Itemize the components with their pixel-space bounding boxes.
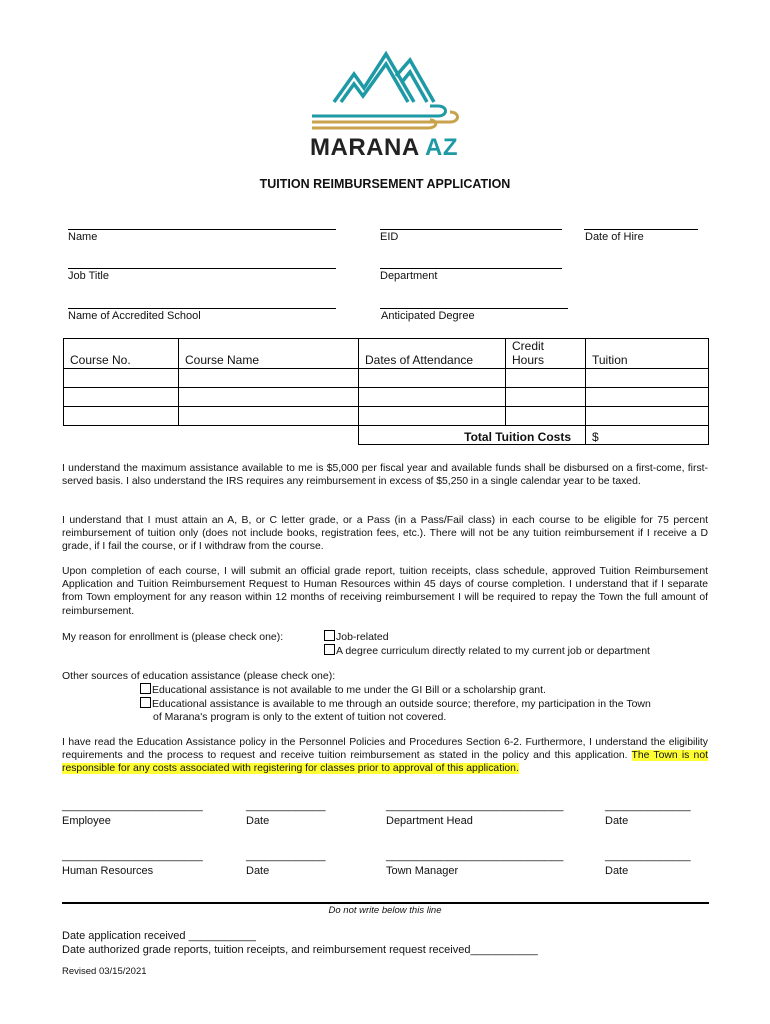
department-label: Department — [380, 270, 438, 282]
dept-head-sign-line[interactable]: _____________________________ — [386, 800, 564, 812]
table-row[interactable] — [64, 388, 709, 407]
degree-checkbox[interactable] — [324, 644, 335, 655]
date-sign-line-2[interactable]: ______________ — [605, 800, 691, 812]
date-sign-line-4[interactable]: ______________ — [605, 850, 691, 862]
course-table — [63, 338, 709, 445]
school-label: Name of Accredited School — [68, 310, 201, 322]
job-related-label: Job-related — [336, 631, 389, 643]
paragraph-completion: Upon completion of each course, I will submit an official grade report, tuition receipts, class schedule, approved Tuition Reimbursement Application and Tuition Reimbursement Request to Human Resources within 45 days of course completion. I understand that if I separate from Town employment for any reason within 12 months of receiving reimbursement I will be required to repay the Town the full amount of reimbursement. — [62, 566, 708, 617]
header-dates: Dates of Attendance — [359, 339, 506, 369]
form-title: TUITION REIMBURSEMENT APPLICATION — [259, 177, 511, 191]
other-sources-label: Other sources of education assistance (please check one): — [62, 670, 336, 682]
eid-line[interactable] — [380, 229, 562, 230]
office-use-divider — [62, 902, 709, 904]
highlighted-disclaimer: The Town is not responsible for any costs associated with registering for classes prior to approval of this application. — [62, 750, 708, 775]
degree-label: A degree curriculum directly related to my current job or department — [336, 645, 650, 657]
hire-date-line[interactable] — [584, 229, 698, 230]
header-credit-hours: Credit Hours — [506, 339, 586, 369]
table-row[interactable] — [64, 407, 709, 426]
available-label-cont: of Marana's program is only to the extent of tuition not covered. — [153, 711, 447, 723]
enrollment-label: My reason for enrollment is (please check one): — [62, 631, 284, 643]
name-line[interactable] — [68, 229, 336, 230]
town-manager-sign-line[interactable]: _____________________________ — [386, 850, 564, 862]
table-row[interactable] — [64, 369, 709, 388]
date-label-3: Date — [246, 865, 270, 877]
hr-label: Human Resources — [62, 865, 154, 877]
paragraph-max-assistance: I understand the maximum assistance available to me is $5,000 per fiscal year and available funds shall be disbursed on a first-come, first-served basis. I also understand the IRS requires any reimbursement in excess of $5,250 in a single calendar year to be taxed. — [62, 463, 708, 488]
available-checkbox[interactable] — [140, 697, 151, 708]
school-line[interactable] — [68, 308, 336, 309]
degree-line[interactable] — [380, 308, 568, 309]
employee-label: Employee — [62, 815, 111, 827]
date-received: Date application received ___________ — [62, 930, 256, 942]
job-title-line[interactable] — [68, 268, 336, 269]
logo-text: MARANA — [310, 134, 419, 161]
header-tuition: Tuition — [586, 339, 709, 369]
paragraph-grade-requirement: I understand that I must attain an A, B, or C letter grade, or a Pass (in a Pass/Fail class) in each course to be eligible for 75 percent reimbursement of tuition only (does not include books, registration fees, etc.). There will not be any tuition reimbursement if I receive a D grade, if I fail the course, or if I withdraw from the course. — [62, 515, 708, 553]
hr-sign-line[interactable]: _______________________ — [62, 850, 203, 862]
date-sign-line-3[interactable]: _____________ — [246, 850, 326, 862]
total-label: Total Tuition Costs — [359, 426, 586, 445]
header-course-name: Course Name — [179, 339, 359, 369]
paragraph-acknowledgement — [62, 736, 708, 776]
date-label-2: Date — [605, 815, 629, 827]
date-authorized: Date authorized grade reports, tuition receipts, and reimbursement request received___________ — [62, 944, 538, 956]
degree-label: Anticipated Degree — [381, 310, 475, 322]
not-available-checkbox[interactable] — [140, 683, 151, 694]
department-line[interactable] — [380, 268, 562, 269]
acknowledgement-text: I have read the Education Assistance policy in the Personnel Policies and Procedures Section 6-2. Furthermore, I understand the eligibility requirements and the process to request and receive tuition reimbursement as stated in the policy and this application. — [62, 737, 708, 762]
eid-label: EID — [380, 231, 399, 243]
logo-suffix: AZ — [425, 134, 459, 161]
total-value[interactable]: $ — [586, 426, 709, 445]
town-logo — [310, 48, 470, 160]
mountain-logo-icon — [310, 48, 470, 133]
job-title-label: Job Title — [68, 270, 109, 282]
dept-head-label: Department Head — [386, 815, 473, 827]
office-use-note: Do not write below this line — [328, 905, 442, 916]
name-label: Name — [68, 231, 98, 243]
not-available-label: Educational assistance is not available to me under the GI Bill or a scholarship grant. — [152, 684, 546, 696]
date-label-1: Date — [246, 815, 270, 827]
available-label: Educational assistance is available to me through an outside source; therefore, my participation in the Town — [152, 698, 651, 710]
header-course-no: Course No. — [64, 339, 179, 369]
date-label-4: Date — [605, 865, 629, 877]
employee-sign-line[interactable]: _______________________ — [62, 800, 203, 812]
town-manager-label: Town Manager — [386, 865, 459, 877]
job-related-checkbox[interactable] — [324, 630, 335, 641]
revised-date: Revised 03/15/2021 — [62, 966, 147, 977]
date-sign-line-1[interactable]: _____________ — [246, 800, 326, 812]
hire-date-label: Date of Hire — [585, 231, 644, 243]
